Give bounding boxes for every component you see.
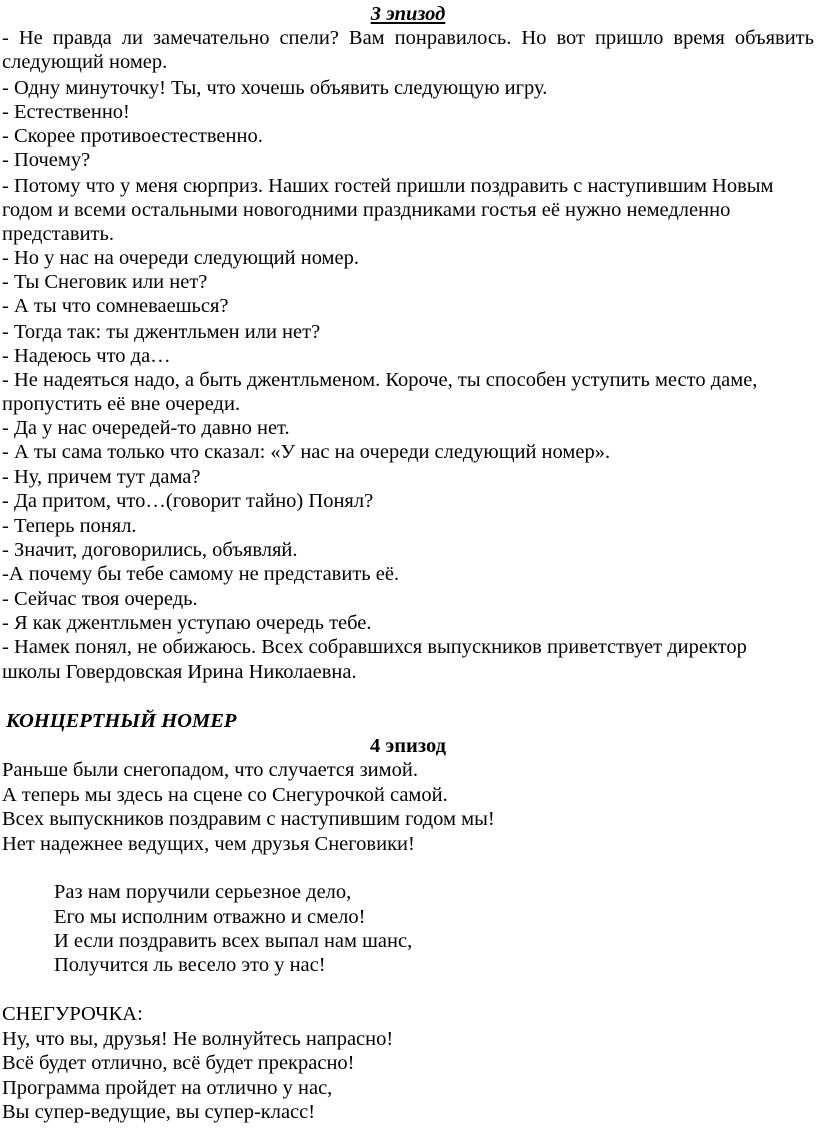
dialogue-line: - Да у нас очередей-то давно нет. [2,417,290,439]
concert-number-heading: КОНЦЕРТНЫЙ НОМЕР [6,710,237,732]
dialogue-line: - А ты что сомневаешься? [2,295,229,317]
speaker-name: СНЕГУРОЧКА: [2,1003,143,1025]
dialogue-line: -А почему бы тебе самому не представить её. [2,563,400,585]
dialogue-line: - Потому что у меня сюрприз. Наших гостей пришли поздравить с наступившим Новым [2,175,774,197]
dialogue-line: представить. [2,223,114,245]
dialogue-line: - Да притом, что…(говорит тайно) Понял? [2,490,374,512]
verse-line: Программа пройдет на отлично у нас, [2,1077,333,1099]
dialogue-line: - Я как джентльмен уступаю очередь тебе. [2,612,372,634]
verse-line: Получится ль весело это у нас! [54,954,326,976]
dialogue-line: - Одну минуточку! Ты, что хочешь объявить следующую игру. [2,77,548,99]
dialogue-line: - Не правда ли замечательно спели? Вам понравилось. Но вот пришло время объявить [2,27,814,49]
verse-line: И если поздравить всех выпал нам шанс, [54,930,413,952]
verse-line: А теперь мы здесь на сцене со Снегурочкой самой. [2,784,448,806]
verse-line: Нет надежнее ведущих, чем друзья Снеговики! [2,833,415,855]
dialogue-line: школы Говердовская Ирина Николаевна. [2,661,357,683]
dialogue-line: - А ты сама только что сказал: «У нас на очереди следующий номер». [2,441,611,463]
verse-line: Его мы исполним отважно и смело! [54,906,366,928]
episode-4-title: 4 эпизод [370,735,447,757]
dialogue-line: - Намек понял, не обижаюсь. Всех собравшихся выпускников приветствует директор [2,636,747,658]
dialogue-line: - Значит, договорились, объявляй. [2,539,298,561]
dialogue-line: - Сейчас твоя очередь. [2,588,198,610]
dialogue-line: - Тогда так: ты джентльмен или нет? [2,321,321,343]
dialogue-line: - Почему? [2,149,91,171]
verse-line: Ну, что вы, друзья! Не волнуйтесь напрасно! [2,1028,394,1050]
dialogue-line: годом и всеми остальными новогодними праздниками гостья её нужно немедленно [2,199,731,221]
dialogue-line: следующий номер. [2,51,168,73]
dialogue-line: - Теперь понял. [2,515,137,537]
verse-line: Раньше были снегопадом, что случается зимой. [2,759,418,781]
dialogue-line: - Но у нас на очереди следующий номер. [2,247,360,269]
verse-line: Всех выпускников поздравим с наступившим годом мы! [2,808,495,830]
dialogue-line: - Надеюсь что да… [2,345,171,367]
dialogue-line: - Ты Снеговик или нет? [2,271,208,293]
verse-line: Раз нам поручили серьезное дело, [54,881,352,903]
episode-3-title: 3 эпизод [370,3,446,25]
dialogue-line: пропустить её вне очереди. [2,393,241,415]
dialogue-line: - Естественно! [2,101,130,123]
dialogue-line: - Не надеяться надо, а быть джентльменом. Короче, ты способен уступить место даме, [2,369,758,391]
verse-line: Вы супер-ведущие, вы супер-класс! [2,1101,316,1123]
dialogue-line: - Ну, причем тут дама? [2,466,201,488]
verse-line: Всё будет отлично, всё будет прекрасно! [2,1052,355,1074]
dialogue-line: - Скорее противоестественно. [2,125,263,147]
